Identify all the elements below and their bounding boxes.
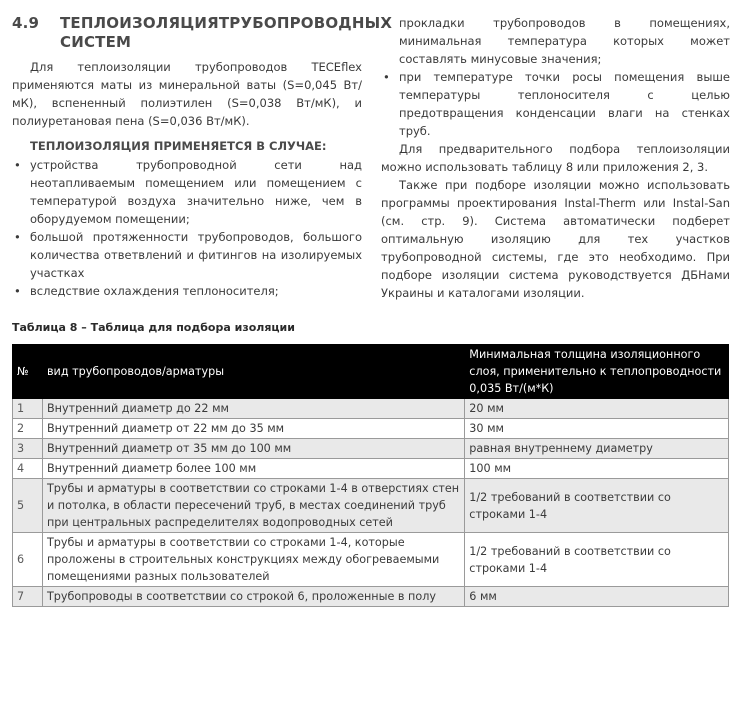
- header-type: вид трубопроводов/арматуры: [42, 345, 464, 399]
- paragraph-table-reference: Для предварительного подбора теплоизоляции можно использовать таблицу 8 или приложения 2, 3.: [381, 142, 730, 174]
- table-row: [13, 459, 729, 479]
- row-thickness: равная внутреннему диаметру: [465, 439, 729, 459]
- row-type: Внутренний диаметр до 22 мм: [42, 399, 464, 419]
- row-type: Трубы и арматуры в соответствии со строками 1-4, которые проложены в строительных конструкциях между обогреваемыми помещениями разных пользователей: [42, 533, 464, 587]
- header-thickness: Минимальная толщина изоляционного слоя, применительно к теплопроводности 0,035 Вт/(м*К): [465, 345, 729, 399]
- right-column: [381, 14, 730, 302]
- section-title-word-1: ТЕПЛОИЗОЛЯЦИЯ: [60, 14, 219, 32]
- section-heading: [12, 14, 393, 52]
- bullet-list-left: [12, 156, 362, 300]
- bullet-list-right: [381, 14, 730, 140]
- table-row: [13, 587, 729, 607]
- table-row: [13, 399, 729, 419]
- header-num: №: [13, 345, 43, 399]
- row-num: 3: [13, 439, 43, 459]
- list-item: • большой протяженности трубопроводов, большого количества ответвлений и фитингов на изолируемых участках: [12, 228, 362, 282]
- table-row: [13, 479, 729, 533]
- list-item: • вследствие охлаждения теплоносителя;: [12, 282, 362, 300]
- table-header-row: [13, 345, 729, 399]
- list-item: • прокладки трубопроводов в помещениях, минимальная температура которых может составлять минусовые значения;: [381, 14, 730, 68]
- left-column: [12, 14, 393, 300]
- row-type: Внутренний диаметр от 22 мм до 35 мм: [42, 419, 464, 439]
- table-row: [13, 419, 729, 439]
- row-type: Внутренний диаметр более 100 мм: [42, 459, 464, 479]
- row-thickness: 30 мм: [465, 419, 729, 439]
- subheading: ТЕПЛОИЗОЛЯЦИЯ ПРИМЕНЯЕТСЯ В СЛУЧАЕ:: [30, 139, 327, 153]
- row-thickness: 20 мм: [465, 399, 729, 419]
- row-num: 6: [13, 533, 43, 587]
- row-num: 4: [13, 459, 43, 479]
- intro-paragraph: Для теплоизоляции трубопроводов TECEflex применяются маты из минеральной ваты (S=0,045 Вт/мК), вспененный полиэтилен (S=0,038 Вт/мК), и полиуретановая пена (S=0,036 Вт/мК).: [12, 60, 362, 128]
- row-thickness: 1/2 требований в соответствии со строками 1-4: [465, 533, 729, 587]
- table-row: [13, 439, 729, 459]
- list-item: • при температуре точки росы помещения выше температуры теплоносителя с целью предотвращения конденсации влаги на стенках труб.: [381, 68, 730, 140]
- section-number: 4.9: [12, 14, 40, 32]
- row-thickness: 6 мм: [465, 587, 729, 607]
- row-num: 7: [13, 587, 43, 607]
- section-title-word-2: ТРУБОПРОВОДНЫХ: [218, 14, 393, 32]
- row-type: Трубы и арматуры в соответствии со строками 1-4 в отверстиях стен и потолка, в области пересечений труб, в местах соединений труб при центральных распределителях водопроводных сетей: [42, 479, 464, 533]
- list-item: • устройства трубопроводной сети над неотапливаемым помещением или помещением с температурой воздуха значительно ниже, чем в оборудуемом помещении;: [12, 156, 362, 228]
- row-type: Внутренний диаметр от 35 мм до 100 мм: [42, 439, 464, 459]
- paragraph-software: Также при подборе изоляции можно использовать программы проектирования Instal-Therm или Instal-San (см. стр. 9). Система автоматически подберет оптимальную изоляцию для тех участков трубопроводной системы, где это необходимо. При подборе изоляции система руководствуется ДБНами Украины и каталогами изоляции.: [381, 178, 730, 300]
- row-num: 5: [13, 479, 43, 533]
- section-title-line-2: СИСТЕМ: [60, 33, 132, 51]
- row-num: 1: [13, 399, 43, 419]
- table-row: [13, 533, 729, 587]
- row-num: 2: [13, 419, 43, 439]
- table-caption: Таблица 8 – Таблица для подбора изоляции: [12, 321, 295, 334]
- insulation-table: [12, 344, 729, 607]
- row-thickness: 1/2 требований в соответствии со строками 1-4: [465, 479, 729, 533]
- row-thickness: 100 мм: [465, 459, 729, 479]
- row-type: Трубопроводы в соответствии со строкой 6, проложенные в полу: [42, 587, 464, 607]
